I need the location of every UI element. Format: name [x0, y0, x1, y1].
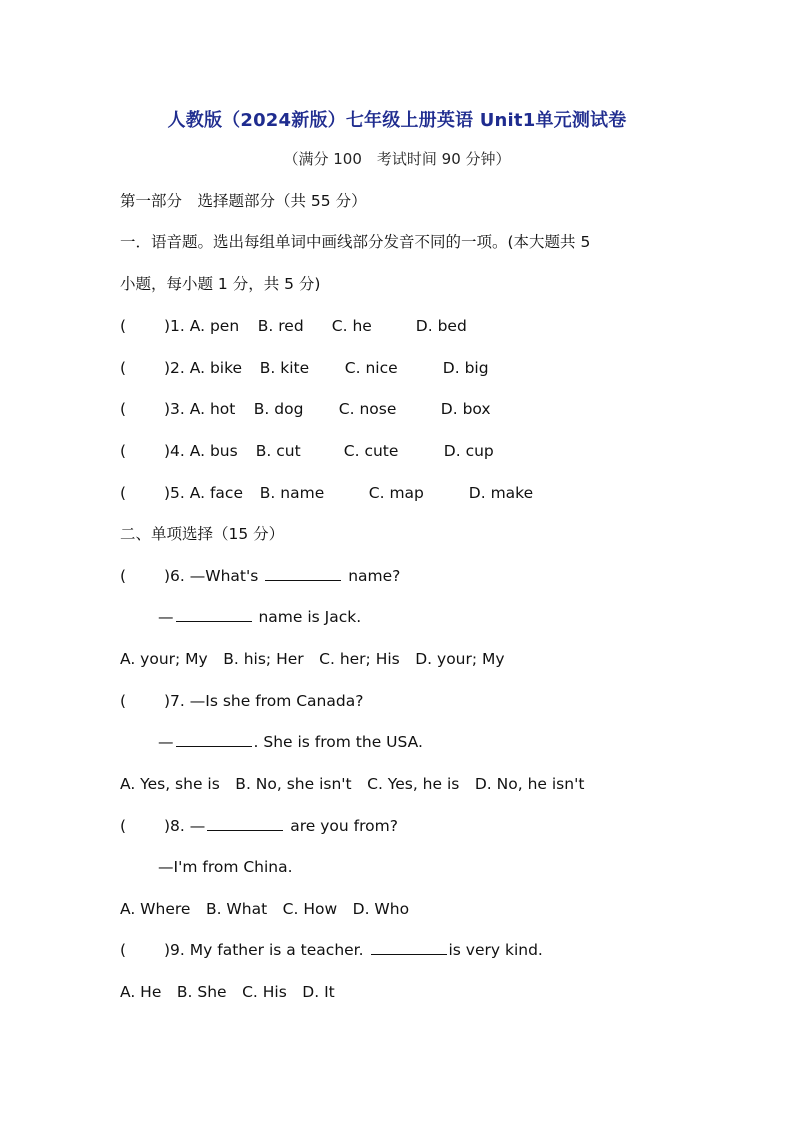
question-8-options: A. Where B. What C. How D. Who	[120, 900, 410, 918]
page-title: 人教版（2024新版）七年级上册英语 Unit1单元测试卷	[167, 110, 627, 131]
answer-blank	[265, 565, 341, 581]
question-6: ( )6. —What's name?	[120, 567, 401, 585]
question-5: ( )5. A. face B. name C. map D. make	[120, 484, 534, 502]
page-subtitle: （满分 100 考试时间 90 分钟）	[283, 150, 511, 168]
question-6-reply: — name is Jack.	[158, 608, 362, 626]
question-6-options: A. your; My B. his; Her C. her; His D. your; My	[120, 650, 505, 668]
part1-heading: 第一部分 选择题部分（共 55 分）	[120, 192, 367, 210]
question-9: ( )9. My father is a teacher. is very kind.	[120, 941, 543, 959]
section1-instruction-line1: 一．语音题。选出每组单词中画线部分发音不同的一项。(本大题共 5	[120, 233, 591, 251]
section1-instruction-line2: 小题，每小题 1 分，共 5 分)	[120, 275, 321, 293]
answer-blank	[371, 939, 447, 955]
section2-heading: 二、单项选择（15 分）	[120, 525, 285, 543]
question-2: ( )2. A. bike B. kite C. nice D. big	[120, 359, 489, 377]
question-7: ( )7. —Is she from Canada?	[120, 692, 364, 710]
question-4: ( )4. A. bus B. cut C. cute D. cup	[120, 442, 494, 460]
question-9-options: A. He B. She C. His D. It	[120, 983, 335, 1001]
answer-blank	[176, 731, 252, 747]
question-1: ( )1. A. pen B. red C. he D. bed	[120, 317, 467, 335]
question-3: ( )3. A. hot B. dog C. nose D. box	[120, 400, 491, 418]
answer-blank	[207, 815, 283, 831]
answer-blank	[176, 606, 252, 622]
question-7-reply: — . She is from the USA.	[158, 733, 423, 751]
question-7-options: A. Yes, she is B. No, she isn't C. Yes, he is D. No, he isn't	[120, 775, 585, 793]
question-8: ( )8. — are you from?	[120, 817, 398, 835]
question-8-reply: —I'm from China.	[158, 858, 293, 876]
